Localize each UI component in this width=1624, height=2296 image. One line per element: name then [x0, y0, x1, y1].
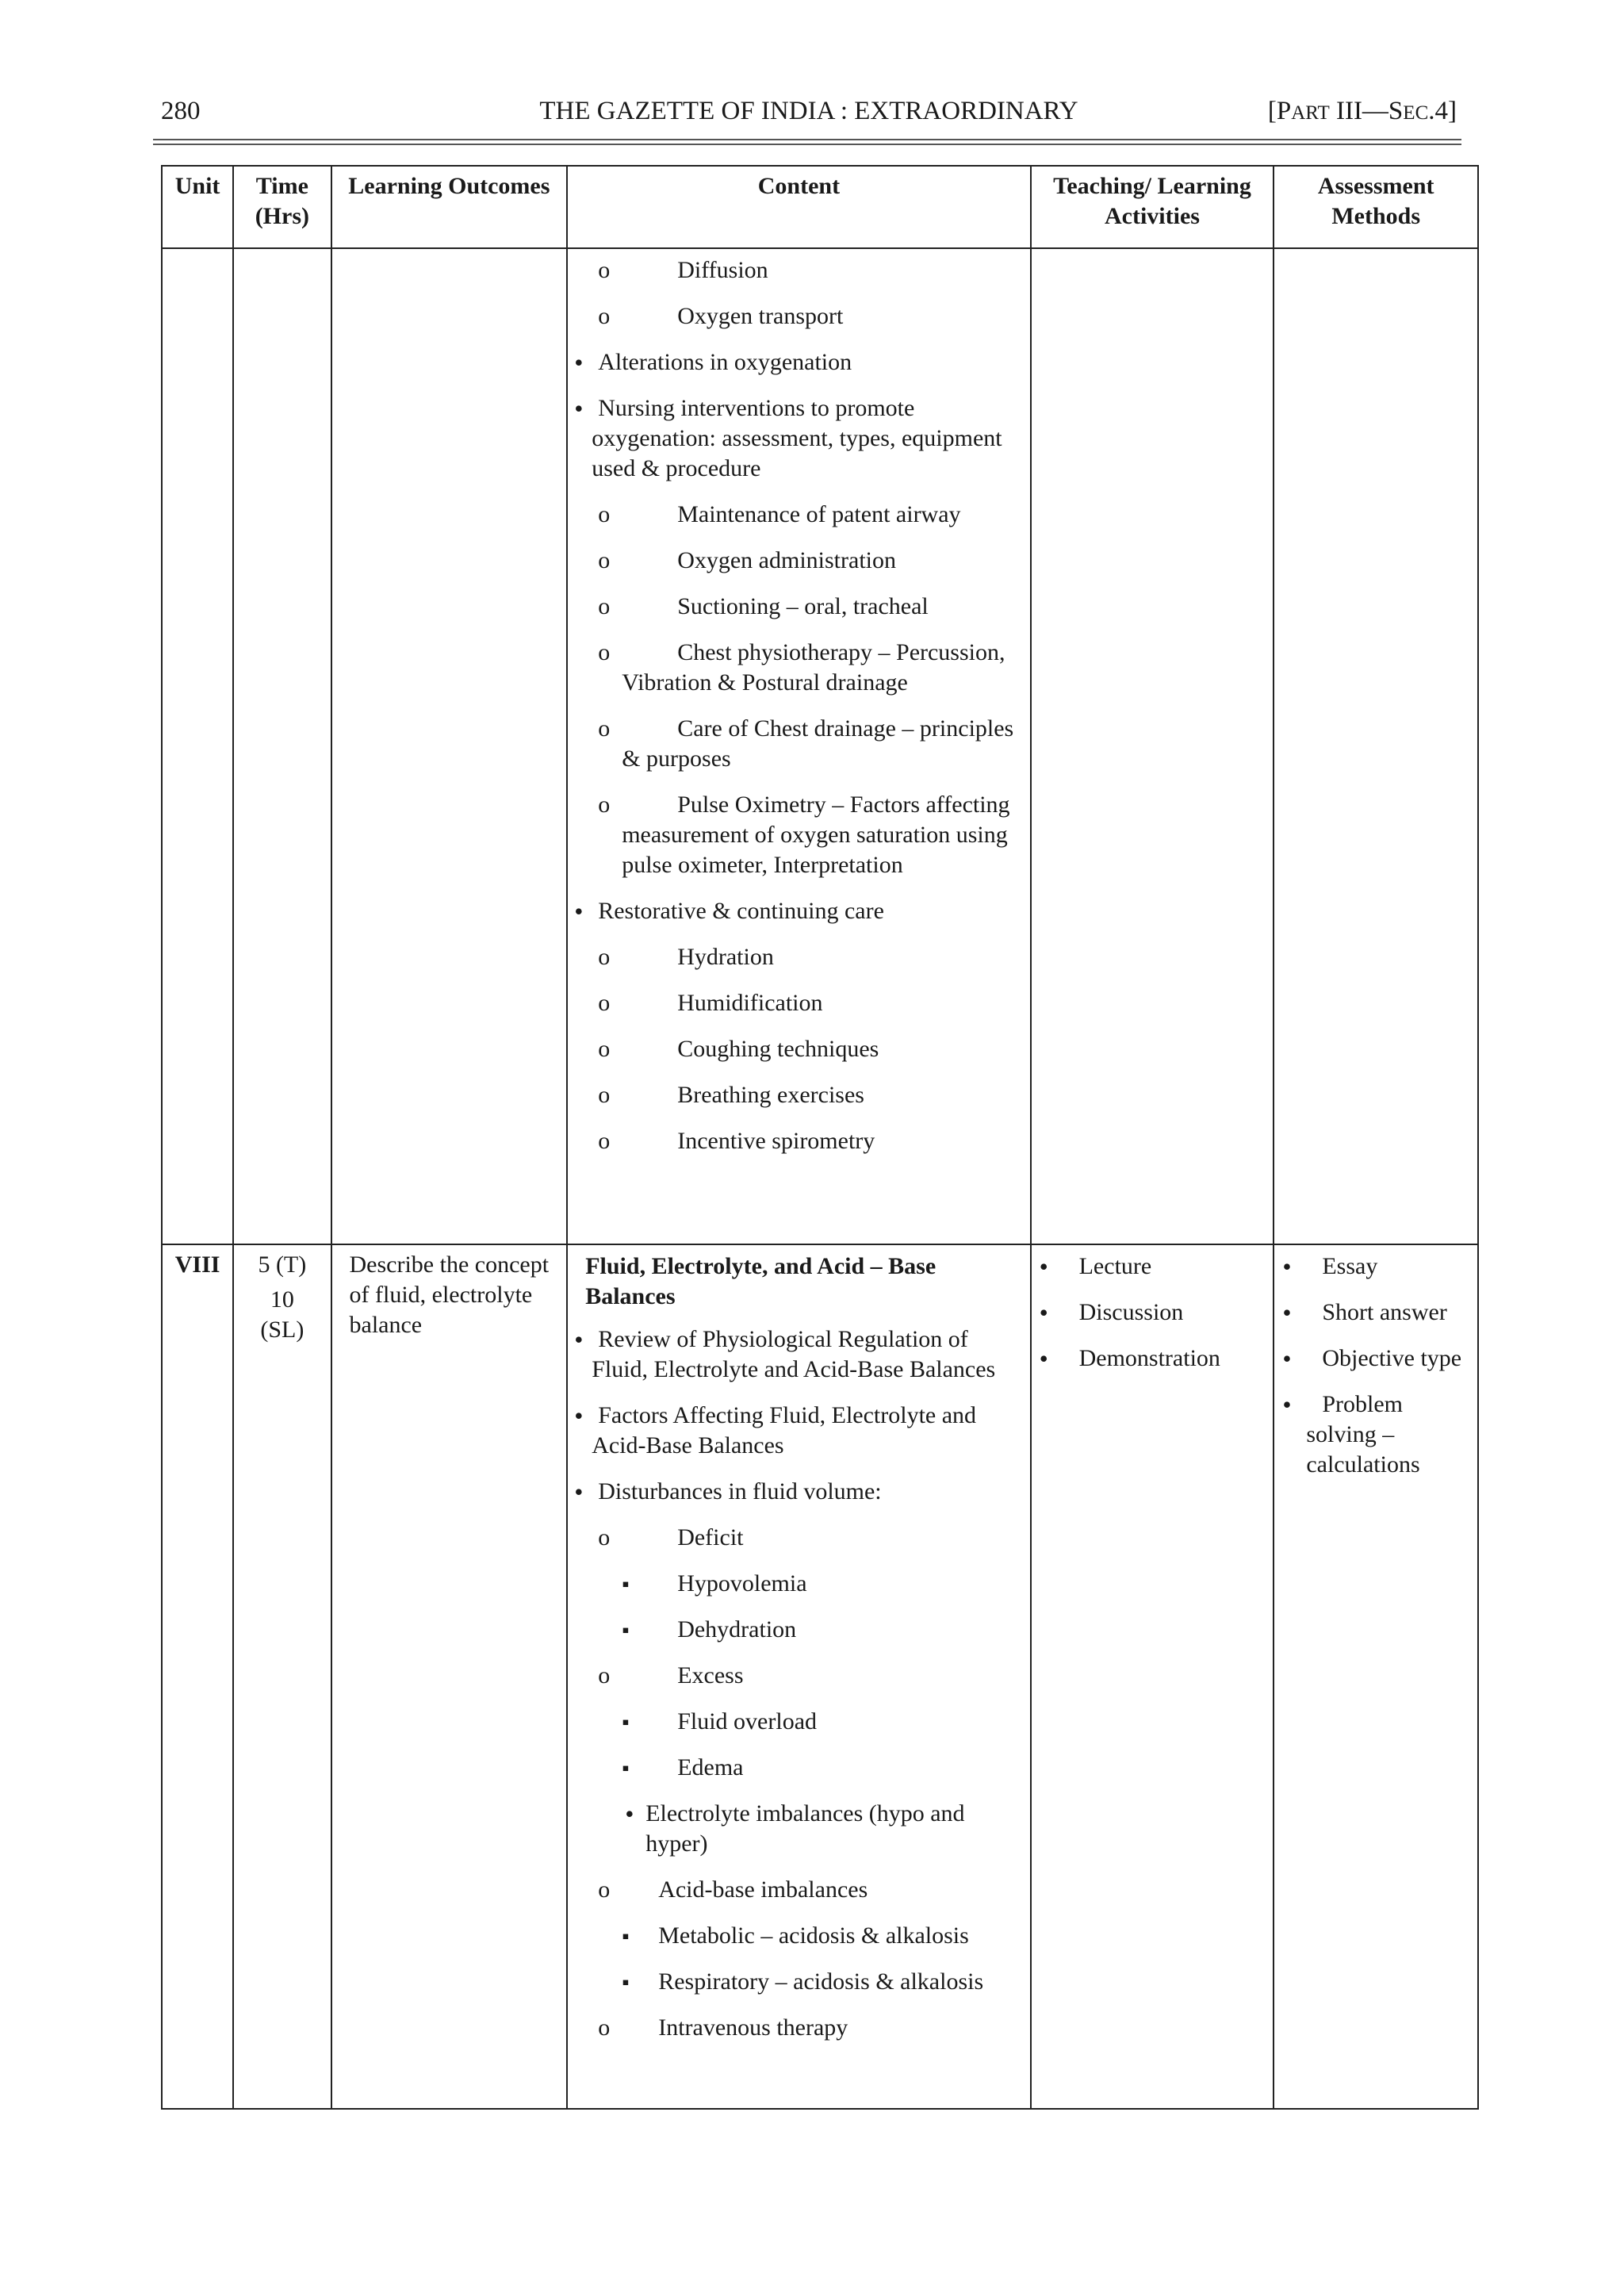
list-item-text: Intravenous therapy: [658, 2014, 848, 2041]
list-item-text: Disturbances in fluid volume:: [598, 1478, 882, 1504]
list-item: [1036, 1297, 1269, 1328]
list-item-text: Lecture: [1078, 1253, 1152, 1279]
page-header: [161, 97, 1457, 136]
list-item-text: Problem solving – calculations: [1306, 1391, 1420, 1478]
row1-content: [567, 248, 1030, 1244]
list-item-text: Demonstration: [1078, 1345, 1220, 1371]
list-item: [574, 1523, 1025, 1553]
bullet-icon: [574, 1477, 583, 1508]
circle-bullet-icon: [598, 592, 610, 622]
list-item: [1279, 1343, 1474, 1374]
assessment-list: [1279, 1251, 1474, 1480]
bullet-icon: [574, 393, 583, 425]
list-item-text: Nursing interventions to promote oxygenation: assessment, types, equipment used & procedure: [592, 395, 1002, 481]
row2-teaching: [1031, 1244, 1274, 2109]
bullet-icon: [1282, 1343, 1291, 1375]
list-item-text: Oxygen administration: [677, 547, 896, 573]
bullet-icon: [1282, 1389, 1291, 1421]
row1-content-list: [574, 255, 1025, 1156]
table-header-row: [162, 166, 1478, 248]
row2-content-list: [574, 1324, 1025, 2043]
list-item: [1279, 1389, 1474, 1480]
list-item: [574, 1126, 1025, 1156]
list-item: [1279, 1251, 1474, 1282]
bullet-icon: [574, 1324, 583, 1356]
page-number: 280: [161, 97, 201, 125]
list-item-text: Factors Affecting Fluid, Electrolyte and Acid-Base Balances: [592, 1402, 977, 1458]
circle-bullet-icon: [598, 714, 610, 744]
table-row: [162, 248, 1478, 1244]
list-item-text: Objective type: [1322, 1345, 1462, 1371]
list-item-text: Hypovolemia: [677, 1570, 807, 1596]
list-item: [574, 942, 1025, 972]
circle-bullet-icon: [598, 988, 610, 1018]
list-item: [574, 1615, 1025, 1645]
list-item-text: Coughing techniques: [677, 1036, 879, 1062]
square-bullet-icon: [622, 1569, 629, 1600]
square-bullet-icon: [622, 1967, 629, 1998]
circle-bullet-icon: [598, 1034, 610, 1064]
circle-bullet-icon: [598, 638, 610, 668]
list-item: [574, 592, 1025, 622]
circle-bullet-icon: [598, 1875, 610, 1905]
list-item: [574, 301, 1025, 332]
row1-teaching: [1031, 248, 1274, 1244]
list-item: [1036, 1251, 1269, 1282]
table-row: [162, 1244, 1478, 2109]
circle-bullet-icon: [598, 942, 610, 972]
square-bullet-icon: [622, 1707, 629, 1738]
list-item-text: Oxygen transport: [677, 303, 844, 329]
bullet-icon: [1040, 1343, 1048, 1375]
row1-assessment: [1274, 248, 1478, 1244]
list-item: [574, 546, 1025, 576]
list-item-text: Short answer: [1322, 1299, 1447, 1325]
circle-bullet-icon: [598, 790, 610, 820]
header-time: Time (Hrs): [233, 166, 331, 248]
row1-unit: [162, 248, 233, 1244]
row2-unit: VIII: [162, 1244, 233, 2109]
circle-bullet-icon: [598, 1126, 610, 1156]
row2-time: 5 (T) 10 (SL): [233, 1244, 331, 2109]
list-item-text: Breathing exercises: [677, 1082, 864, 1108]
list-item-text: Electrolyte imbalances (hypo and hyper): [645, 1800, 965, 1857]
bullet-icon: [625, 1799, 634, 1830]
list-item-text: Incentive spirometry: [677, 1128, 875, 1154]
bullet-icon: [1040, 1251, 1048, 1283]
header-rule-top: [153, 139, 1461, 140]
header-assessment: Assessment Methods: [1274, 166, 1478, 248]
list-item-text: Care of Chest drainage – principles & purposes: [622, 715, 1014, 772]
list-item-text: Pulse Oximetry – Factors affecting measurement of oxygen saturation using pulse oximeter, Interpretation: [622, 792, 1010, 878]
list-item: [574, 1569, 1025, 1599]
list-item: [574, 1875, 1025, 1905]
list-item: [574, 790, 1025, 880]
list-item-text: Acid-base imbalances: [658, 1876, 868, 1903]
list-item: [574, 1401, 1025, 1461]
header-rule-bottom: [153, 144, 1461, 145]
gazette-title: THE GAZETTE OF INDIA : EXTRAORDINARY: [539, 97, 1078, 125]
bullet-icon: [1282, 1251, 1291, 1283]
list-item: [574, 1753, 1025, 1783]
list-item: [574, 1799, 1025, 1859]
row2-assessment: [1274, 1244, 1478, 2109]
list-item: [574, 1707, 1025, 1737]
list-item: [574, 638, 1025, 698]
list-item: [574, 1661, 1025, 1691]
list-item-text: Discussion: [1078, 1299, 1184, 1325]
list-item-text: Chest physiotherapy – Percussion, Vibration & Postural drainage: [622, 639, 1005, 696]
square-bullet-icon: [622, 1921, 629, 1952]
list-item: [574, 896, 1025, 926]
bullet-icon: [1040, 1297, 1048, 1329]
circle-bullet-icon: [598, 301, 610, 332]
list-item: [574, 1477, 1025, 1507]
circle-bullet-icon: [598, 1080, 610, 1110]
header-teaching: Teaching/ Learning Activities: [1031, 166, 1274, 248]
bullet-icon: [574, 347, 583, 379]
row1-learning-outcome: [331, 248, 568, 1244]
circle-bullet-icon: [598, 500, 610, 530]
list-item-text: Restorative & continuing care: [598, 898, 884, 924]
list-item: [574, 988, 1025, 1018]
header-content: Content: [567, 166, 1030, 248]
list-item-text: Essay: [1322, 1253, 1378, 1279]
list-item: [574, 714, 1025, 774]
list-item-text: Dehydration: [677, 1616, 797, 1642]
list-item-text: Respiratory – acidosis & alkalosis: [658, 1968, 984, 1995]
list-item-text: Suctioning – oral, tracheal: [677, 593, 929, 619]
header-unit: Unit: [162, 166, 233, 248]
row2-content-title: Fluid, Electrolyte, and Acid – Base Balances: [585, 1253, 936, 1309]
list-item: [574, 1324, 1025, 1385]
list-item-text: Metabolic – acidosis & alkalosis: [658, 1922, 969, 1949]
list-item-text: Alterations in oxygenation: [598, 349, 852, 375]
row2-content: [567, 1244, 1030, 2109]
list-item: [574, 1080, 1025, 1110]
bullet-icon: [574, 1401, 583, 1432]
circle-bullet-icon: [598, 255, 610, 286]
circle-bullet-icon: [598, 1523, 610, 1553]
syllabus-table: [161, 165, 1479, 2110]
circle-bullet-icon: [598, 2013, 610, 2043]
list-item-text: Edema: [677, 1754, 744, 1780]
list-item: [1279, 1297, 1474, 1328]
circle-bullet-icon: [598, 546, 610, 576]
bullet-icon: [1282, 1297, 1291, 1329]
list-item: [574, 393, 1025, 484]
list-item: [574, 2013, 1025, 2043]
list-item-text: Maintenance of patent airway: [677, 501, 961, 527]
list-item: [574, 500, 1025, 530]
bullet-icon: [574, 896, 583, 928]
list-item-text: Diffusion: [677, 257, 768, 283]
list-item-text: Review of Physiological Regulation of Fluid, Electrolyte and Acid-Base Balances: [592, 1326, 996, 1382]
list-item: [574, 1034, 1025, 1064]
row1-time: [233, 248, 331, 1244]
list-item: [574, 255, 1025, 286]
header-learning-outcomes: Learning Outcomes: [331, 166, 568, 248]
list-item-text: Excess: [677, 1662, 744, 1688]
list-item: [574, 1967, 1025, 1997]
list-item-text: Humidification: [677, 990, 823, 1016]
circle-bullet-icon: [598, 1661, 610, 1691]
list-item-text: Deficit: [677, 1524, 744, 1550]
square-bullet-icon: [622, 1753, 629, 1784]
list-item-text: Fluid overload: [677, 1708, 818, 1734]
list-item: [1036, 1343, 1269, 1374]
list-item-text: Hydration: [677, 944, 774, 970]
list-item: [574, 1921, 1025, 1951]
list-item: [574, 347, 1025, 378]
teaching-list: [1036, 1251, 1269, 1374]
part-section: [PART III—SEC.4]: [1267, 97, 1457, 125]
square-bullet-icon: [622, 1615, 629, 1646]
row2-learning-outcome: Describe the concept of fluid, electrolyte balance: [331, 1244, 568, 2109]
